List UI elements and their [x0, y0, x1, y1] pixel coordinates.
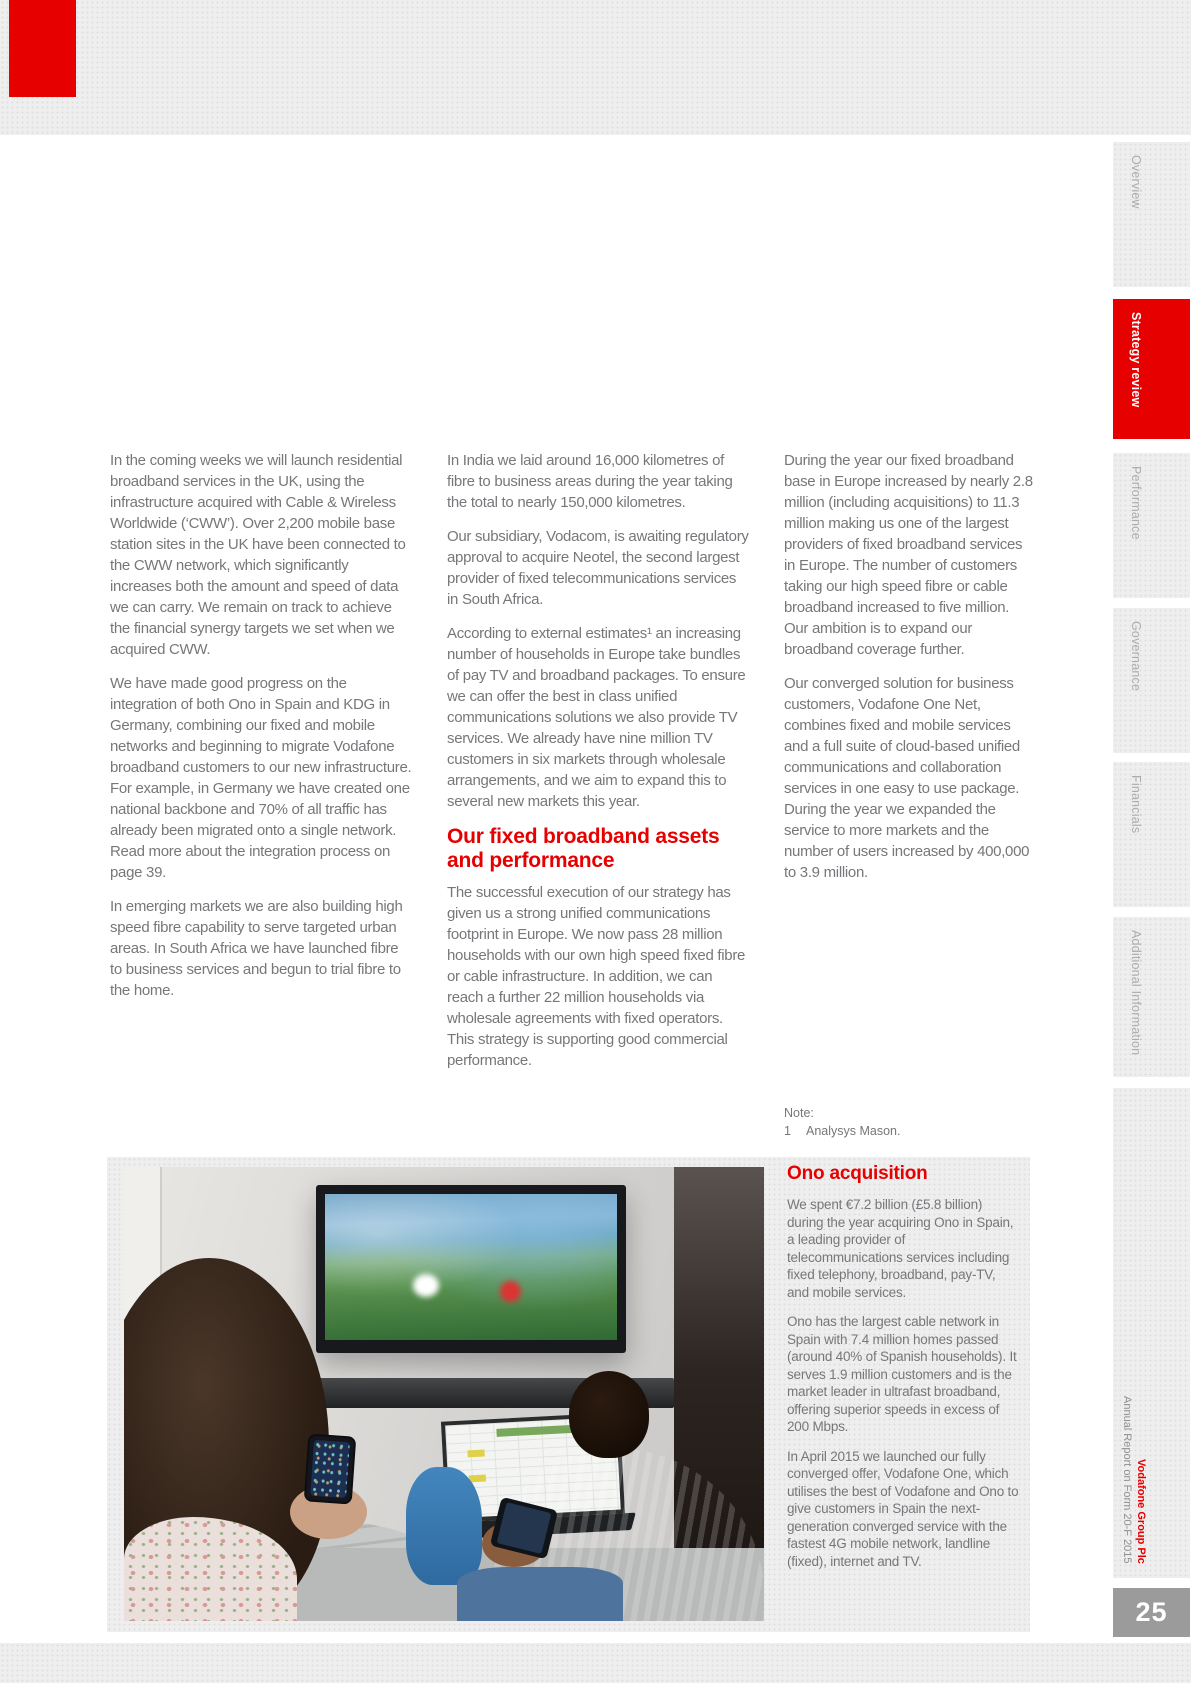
paragraph: In emerging markets we are also building high speed fibre capability to serve targeted urban areas. In South Africa we have launched fibre to business services and begun to trial fibre to the home. [110, 898, 403, 999]
corner-red-block [9, 0, 76, 97]
footnote-text: Analysys Mason. [806, 1124, 901, 1138]
tab-overview[interactable] [1113, 142, 1190, 287]
tab-strategy-review[interactable] [1113, 299, 1190, 439]
paragraph: In April 2015 we launched our fully converged offer, Vodafone One, which utilises the best of Vodafone and Ono to give customers in Spain the next-generation converged service with the fastest 4G mobile network, landline (fixed), internet and TV. [787, 1448, 1019, 1569]
page-number: 25 [1113, 1588, 1190, 1637]
paragraph: Our subsidiary, Vodacom, is awaiting regulatory approval to acquire Neotel, the second largest provider of fixed telecommunications services in South Africa. [447, 528, 749, 608]
blue-garment [406, 1467, 483, 1585]
text-column-2 [447, 450, 749, 1084]
paragraph: We spent €7.2 billion (£5.8 billion) during the year acquiring Ono in Spain, a leading provider of telecommunications services including fixed telephony, broadband, pay-TV, and mobile services. [787, 1197, 1014, 1300]
tab-additional-information[interactable] [1113, 917, 1190, 1077]
tab-label: Strategy review [1129, 312, 1143, 408]
paragraph: In India we laid around 16,000 kilometres of fibre to business areas during the year taking the total to nearly 150,000 kilometres. [447, 452, 733, 511]
page-header-band [0, 0, 1191, 135]
tab-label: Financials [1129, 775, 1143, 834]
paragraph: The successful execution of our strategy has given us a strong unified communications footprint in Europe. We now pass 28 million households with our own high speed fixed fibre or cable infrastructure. In addition, we can reach a further 22 million households via wholesale agreements with fixed operators. This strategy is supporting good commercial performance. [447, 884, 746, 1069]
ono-acquisition-box [787, 1163, 1019, 1582]
tv-player-blur [500, 1281, 520, 1301]
tab-governance[interactable] [1113, 608, 1190, 753]
spreadsheet-cell [467, 1449, 484, 1457]
smartphone [304, 1433, 357, 1504]
man-head [569, 1371, 649, 1457]
smartphone-screen [497, 1502, 552, 1554]
tv-screen [325, 1194, 617, 1340]
text-column-3 [784, 450, 1034, 896]
text-column-1 [110, 450, 412, 1014]
wall-tv [316, 1185, 626, 1353]
paragraph: According to external estimates¹ an increasing number of households in Europe take bundles of pay TV and broadband packages. To ensure we can offer the best in class unified communications solutions we also provide TV services. We already have nine million TV customers in six markets through wholesale arrangements, and we aim to expand this to several new markets this year. [447, 625, 746, 810]
paragraph: Our converged solution for business customers, Vodafone One Net, combines fixed and mobile services and a full suite of cloud-based unified communications and collaboration services in one easy to use package. During the year we expanded the service to more markets and the number of users increased by 400,000 to 3.9 million. [784, 675, 1030, 881]
footnote-number: 1 [784, 1124, 791, 1138]
page-footer-band [0, 1643, 1191, 1683]
tv-player-blur [413, 1274, 439, 1297]
jeans [457, 1567, 623, 1621]
lifestyle-photo [124, 1167, 764, 1621]
paragraph: We have made good progress on the integration of both Ono in Spain and KDG in Germany, combining our fixed and mobile networks and beginning to migrate Vodafone broadband customers to our new infrastructure. For example, in Germany we have created one national backbone and 70% of all traffic has already been migrated onto a single network. Read more about the integration process on page 39. [110, 675, 412, 881]
report-title: Annual Report on Form 20-F 2015 [1121, 1396, 1133, 1564]
tab-label: Overview [1129, 155, 1143, 209]
tab-financials[interactable] [1113, 762, 1190, 907]
tab-performance[interactable] [1113, 453, 1190, 598]
paragraph: In the coming weeks we will launch residential broadband services in the UK, using the infrastructure acquired with Cable & Wireless Worldwide (‘CWW’). Over 2,200 mobile base station sites in the UK have been connected to the CWW network, which significantly increases both the amount and speed of data we can carry. We remain on track to achieve the financial synergy targets we set when we acquired CWW. [110, 452, 406, 658]
brand-name: Vodafone Group Plc [1135, 1459, 1147, 1564]
ono-heading: Ono acquisition [787, 1163, 928, 1184]
tab-label: Governance [1129, 621, 1143, 692]
tab-label: Performance [1129, 466, 1143, 540]
paragraph: Ono has the largest cable network in Spain with 7.4 million homes passed (around 40% of Spanish households). It serves 1.9 million customers and is the market leader in ultrafast broadband, offering superior speeds in excess of 200 Mbps. [787, 1314, 1017, 1434]
section-heading: Our fixed broadband assets and performance [447, 825, 720, 872]
footnote-label: Note: [784, 1106, 814, 1120]
tab-label: Additional Information [1129, 930, 1143, 1056]
report-title-tab [1113, 1088, 1190, 1578]
paragraph: During the year our fixed broadband base in Europe increased by nearly 2.8 million (including acquisitions) to 11.3 million making us one of the largest providers of fixed broadband services in Europe. The number of customers taking our high speed fibre or cable broadband increased to five million. Our ambition is to expand our broadband coverage further. [784, 452, 1033, 658]
smartphone-screen [310, 1439, 351, 1498]
footnote [784, 1104, 900, 1140]
ono-feature-panel [107, 1157, 1030, 1632]
